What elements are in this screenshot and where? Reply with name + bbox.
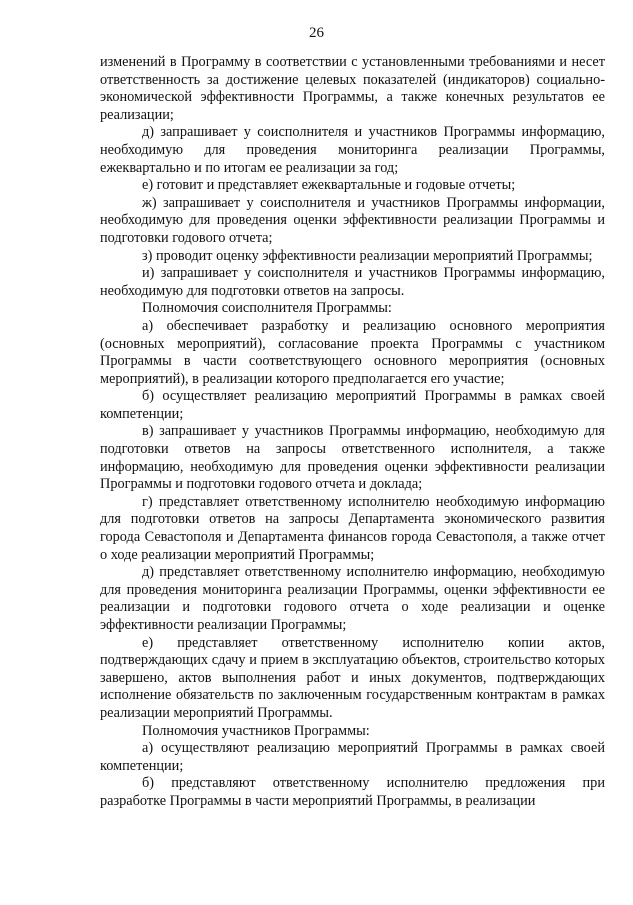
paragraph-item-e: е) готовит и представляет ежеквартальные и годовые отчеты; xyxy=(142,177,516,194)
paragraph-item-v: в) запрашивает у участников Программы информацию, необходимую для подготовки ответов на запросы ответственного исполнителя, а также информацию, необходимую для проведения оценки эффективности реализации Программы и подготовки годового отчета и доклада; xyxy=(100,423,605,493)
paragraph-item-a: а) обеспечивает разработку и реализацию основного мероприятия (основных мероприятий), согласование проекта Программы с участником Программы в части соответствующего основного мероприятия (основных мероприятий), в реализации которого предполагается его участие; xyxy=(100,317,605,387)
paragraph-item-d: д) запрашивает у соисполнителя и участников Программы информацию, необходимую для проведения мониторинга реализации Программы, ежеквартально и по итогам ее реализации за год; xyxy=(100,124,605,176)
section-heading-participants: Полномочия участников Программы: xyxy=(142,722,370,739)
section-heading-co-executor: Полномочия соисполнителя Программы: xyxy=(142,300,392,317)
paragraph-item-zh: ж) запрашивает у соисполнителя и участников Программы информации, необходимую для проведения оценки эффективности реализации Программы и подготовки годового отчета; xyxy=(100,194,605,246)
paragraph-item-i: и) запрашивает у соисполнителя и участников Программы информацию, необходимую для подготовки ответов на запросы. xyxy=(100,265,605,299)
paragraph-item-d-2: д) представляет ответственному исполнителю информацию, необходимую для проведения мониторинга реализации Программы, оценки эффективности ее реализации и подготовки годового отчета о ходе реализации и оценке эффективности реализации Программы; xyxy=(100,564,605,633)
paragraph-item-g: г) представляет ответственному исполнителю необходимую информацию для подготовки ответов на запросы Департамента экономического развития города Севастополя и Департамента финансов города Севастополя, а также отчет о ходе реализации мероприятий Программы; xyxy=(100,493,605,563)
paragraph-item-b: б) осуществляет реализацию мероприятий Программы в рамках своей компетенции; xyxy=(100,388,605,422)
paragraph-item-a-2: а) осуществляют реализацию мероприятий Программы в рамках своей компетенции; xyxy=(100,740,605,774)
paragraph-item-e-2: е) представляет ответственному исполнителю копии актов, подтверждающих сдачу и прием в эксплуатацию объектов, строительство которых завершено, актов выполнения работ и иных документов, подтверждающих исполнение обязательств по заключенным государственным контрактам в рамках реализации мероприятий Программы. xyxy=(100,634,605,721)
page-number: 26 xyxy=(309,25,324,41)
document-body xyxy=(100,54,605,811)
paragraph-continuation: изменений в Программу в соответствии с установленными требованиями и несет ответственность за достижение целевых показателей (индикаторов) социально-экономической эффективности Программы, а также конечных результатов ее реализации; xyxy=(100,54,605,123)
paragraph-item-z: з) проводит оценку эффективности реализации мероприятий Программы; xyxy=(142,247,593,264)
paragraph-item-b-2: б) представляют ответственному исполнителю предложения при разработке Программы в части мероприятий Программы, в реализации xyxy=(100,775,605,809)
